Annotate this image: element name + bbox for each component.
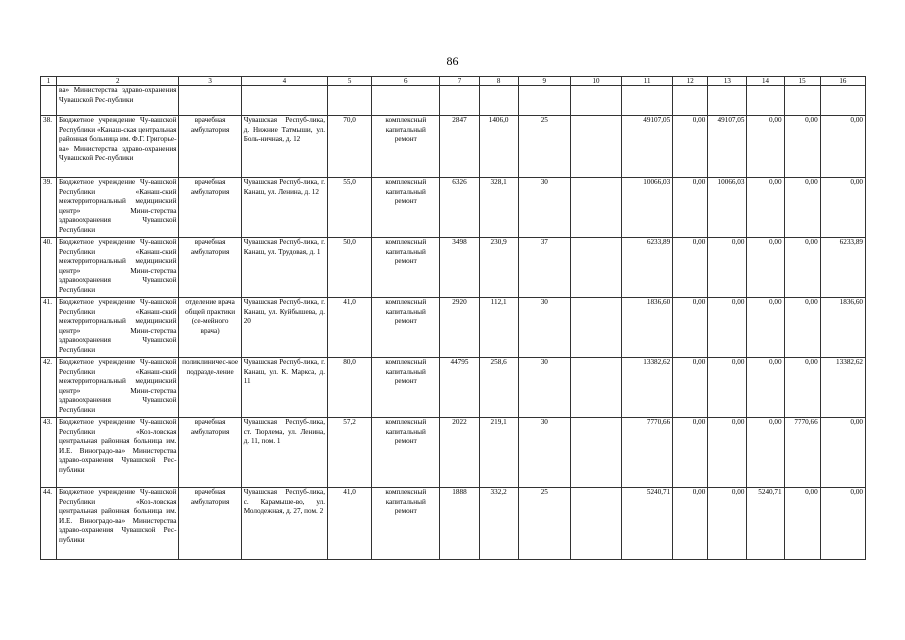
row-number: 39. <box>41 178 57 238</box>
year-cost-3: 5240,71 <box>747 488 784 560</box>
empty-cell <box>570 238 621 298</box>
year-cost-2: 0,00 <box>708 358 747 418</box>
column-header: 11 <box>622 77 673 86</box>
row-number: 41. <box>41 298 57 358</box>
column-header: 16 <box>820 77 865 86</box>
wear-percent: 80,0 <box>328 358 372 418</box>
facilities-table <box>40 76 866 560</box>
year-cost-5: 13382,62 <box>820 358 865 418</box>
visits-count: 2022 <box>440 418 479 488</box>
service-years: 30 <box>518 418 570 488</box>
visits-count: 6326 <box>440 178 479 238</box>
year-cost-4: 0,00 <box>784 178 820 238</box>
row-number: 44. <box>41 488 57 560</box>
visits-count: 2847 <box>440 116 479 178</box>
year-cost-2: 49107,05 <box>708 116 747 178</box>
facility-type: врачебная амбулатория <box>179 238 241 298</box>
table-row <box>41 116 866 178</box>
visits-count: 44795 <box>440 358 479 418</box>
service-years: 37 <box>518 238 570 298</box>
facility-type: врачебная амбулатория <box>179 116 241 178</box>
column-number-row <box>41 77 866 86</box>
year-cost-1: 0,00 <box>673 298 708 358</box>
row-number: 43. <box>41 418 57 488</box>
table-row <box>41 298 866 358</box>
floor-area: 258,6 <box>479 358 518 418</box>
total-cost: 10066,03 <box>622 178 673 238</box>
work-type: комплексный капитальный ремонт <box>372 488 440 560</box>
wear-percent: 50,0 <box>328 238 372 298</box>
service-years: 25 <box>518 488 570 560</box>
total-cost: 5240,71 <box>622 488 673 560</box>
visits-count: 3498 <box>440 238 479 298</box>
floor-area: 332,2 <box>479 488 518 560</box>
institution-name: Бюджетное учреждение Чу-вашской Республики «Канаш-ский межтерриториальный медицинский центр» Мини-стерства здравоохранения Чувашской Республики <box>57 238 179 298</box>
facility-type: врачебная амбулатория <box>179 178 241 238</box>
column-header: 8 <box>479 77 518 86</box>
column-header: 4 <box>241 77 327 86</box>
facility-address: Чувашская Респуб-лика, г. Канаш, ул. Ленина, д. 12 <box>241 178 327 238</box>
work-type: комплексный капитальный ремонт <box>372 116 440 178</box>
page-number: 86 <box>446 54 459 68</box>
year-cost-3: 0,00 <box>747 418 784 488</box>
empty-cell <box>570 488 621 560</box>
institution-name: Бюджетное учреждение Чу-вашской Республики «Канаш-ская центральная районная больница им. Ф.Г. Григорье-ва» Министерства здраво-охранения Чувашской Рес-публики <box>57 116 179 178</box>
wear-percent: 55,0 <box>328 178 372 238</box>
year-cost-5: 0,00 <box>820 418 865 488</box>
empty-cell <box>570 116 621 178</box>
service-years: 30 <box>518 298 570 358</box>
work-type: комплексный капитальный ремонт <box>372 418 440 488</box>
total-cost: 6233,89 <box>622 238 673 298</box>
facility-address: Чувашская Респуб-лика, ст. Тюрлема, ул. Ленина, д. 11, пом. 1 <box>241 418 327 488</box>
table-row <box>41 358 866 418</box>
column-header: 13 <box>708 77 747 86</box>
floor-area: 112,1 <box>479 298 518 358</box>
year-cost-4: 0,00 <box>784 488 820 560</box>
facility-type: поликлиничес-кое подразде-ление <box>179 358 241 418</box>
wear-percent: 41,0 <box>328 488 372 560</box>
service-years: 30 <box>518 178 570 238</box>
year-cost-3: 0,00 <box>747 178 784 238</box>
year-cost-3: 0,00 <box>747 238 784 298</box>
year-cost-4: 0,00 <box>784 358 820 418</box>
wear-percent: 70,0 <box>328 116 372 178</box>
work-type: комплексный капитальный ремонт <box>372 178 440 238</box>
work-type: комплексный капитальный ремонт <box>372 238 440 298</box>
column-header: 9 <box>518 77 570 86</box>
table-row <box>41 488 866 560</box>
institution-name: Бюджетное учреждение Чу-вашской Республики «Коз-ловская центральная районная больница им. И.Е. Виноградо-ва» Министерства здраво-охранения Чувашской Рес-публики <box>57 488 179 560</box>
year-cost-5: 1836,60 <box>820 298 865 358</box>
floor-area: 230,9 <box>479 238 518 298</box>
facility-address: Чувашская Респуб-лика, д. Нижние Татмыши, ул. Боль-ничная, д. 12 <box>241 116 327 178</box>
empty-cell <box>570 178 621 238</box>
work-type: комплексный капитальный ремонт <box>372 298 440 358</box>
year-cost-1: 0,00 <box>673 116 708 178</box>
year-cost-1: 0,00 <box>673 358 708 418</box>
institution-name: Бюджетное учреждение Чу-вашской Республики «Канаш-ский межтерриториальный медицинский центр» Мини-стерства здравоохранения Чувашской Республики <box>57 178 179 238</box>
year-cost-4: 0,00 <box>784 116 820 178</box>
row-number: 40. <box>41 238 57 298</box>
year-cost-4: 7770,66 <box>784 418 820 488</box>
column-header: 1 <box>41 77 57 86</box>
year-cost-5: 0,00 <box>820 488 865 560</box>
column-header: 14 <box>747 77 784 86</box>
year-cost-3: 0,00 <box>747 358 784 418</box>
facility-address: Чувашская Респуб-лика, г. Канаш, ул. К. Маркса, д. 11 <box>241 358 327 418</box>
year-cost-5: 6233,89 <box>820 238 865 298</box>
empty-cell <box>570 358 621 418</box>
year-cost-1: 0,00 <box>673 238 708 298</box>
service-years: 25 <box>518 116 570 178</box>
column-header: 6 <box>372 77 440 86</box>
year-cost-5: 0,00 <box>820 116 865 178</box>
continuation-row <box>41 86 866 116</box>
year-cost-5: 0,00 <box>820 178 865 238</box>
row-number: 38. <box>41 116 57 178</box>
year-cost-3: 0,00 <box>747 116 784 178</box>
facility-type: врачебная амбулатория <box>179 418 241 488</box>
empty-cell <box>570 418 621 488</box>
year-cost-1: 0,00 <box>673 178 708 238</box>
year-cost-2: 10066,03 <box>708 178 747 238</box>
service-years: 30 <box>518 358 570 418</box>
empty-cell <box>570 298 621 358</box>
facility-type: отделение врача общей практики (се-мейного врача) <box>179 298 241 358</box>
column-header: 15 <box>784 77 820 86</box>
column-header: 10 <box>570 77 621 86</box>
floor-area: 328,1 <box>479 178 518 238</box>
year-cost-2: 0,00 <box>708 238 747 298</box>
floor-area: 1406,0 <box>479 116 518 178</box>
table-row <box>41 178 866 238</box>
year-cost-3: 0,00 <box>747 298 784 358</box>
year-cost-4: 0,00 <box>784 298 820 358</box>
wear-percent: 57,2 <box>328 418 372 488</box>
facility-address: Чувашская Респуб-лика, г. Канаш, ул. Трудовая, д. 1 <box>241 238 327 298</box>
column-header: 2 <box>57 77 179 86</box>
table-row <box>41 238 866 298</box>
visits-count: 1888 <box>440 488 479 560</box>
institution-name: Бюджетное учреждение Чу-вашской Республики «Канаш-ский межтерриториальный медицинский центр» Мини-стерства здравоохранения Чувашской Республики <box>57 298 179 358</box>
institution-name: Бюджетное учреждение Чу-вашской Республики «Коз-ловская центральная районная больница им. И.Е. Виноградо-ва» Министерства здраво-охранения Чувашской Рес-публики <box>57 418 179 488</box>
total-cost: 13382,62 <box>622 358 673 418</box>
institution-name: Бюджетное учреждение Чу-вашской Республики «Канаш-ский межтерриториальный медицинский центр» Мини-стерства здравоохранения Чувашской Республики <box>57 358 179 418</box>
facility-address: Чувашская Респуб-лика, с. Карамышe-во, ул. Молодежная, д. 27, пом. 2 <box>241 488 327 560</box>
facility-address: Чувашская Респуб-лика, г. Канаш, ул. Куйбышева, д. 20 <box>241 298 327 358</box>
work-type: комплексный капитальный ремонт <box>372 358 440 418</box>
column-header: 5 <box>328 77 372 86</box>
year-cost-1: 0,00 <box>673 418 708 488</box>
column-header: 3 <box>179 77 241 86</box>
total-cost: 49107,05 <box>622 116 673 178</box>
table-row <box>41 418 866 488</box>
year-cost-2: 0,00 <box>708 418 747 488</box>
column-header: 12 <box>673 77 708 86</box>
row-number: 42. <box>41 358 57 418</box>
year-cost-2: 0,00 <box>708 298 747 358</box>
year-cost-1: 0,00 <box>673 488 708 560</box>
total-cost: 7770,66 <box>622 418 673 488</box>
year-cost-4: 0,00 <box>784 238 820 298</box>
total-cost: 1836,60 <box>622 298 673 358</box>
floor-area: 219,1 <box>479 418 518 488</box>
column-header: 7 <box>440 77 479 86</box>
wear-percent: 41,0 <box>328 298 372 358</box>
continuation-text: ва» Министерства здраво-охранения Чувашской Рес-публики <box>57 86 179 116</box>
facility-type: врачебная амбулатория <box>179 488 241 560</box>
visits-count: 2920 <box>440 298 479 358</box>
year-cost-2: 0,00 <box>708 488 747 560</box>
